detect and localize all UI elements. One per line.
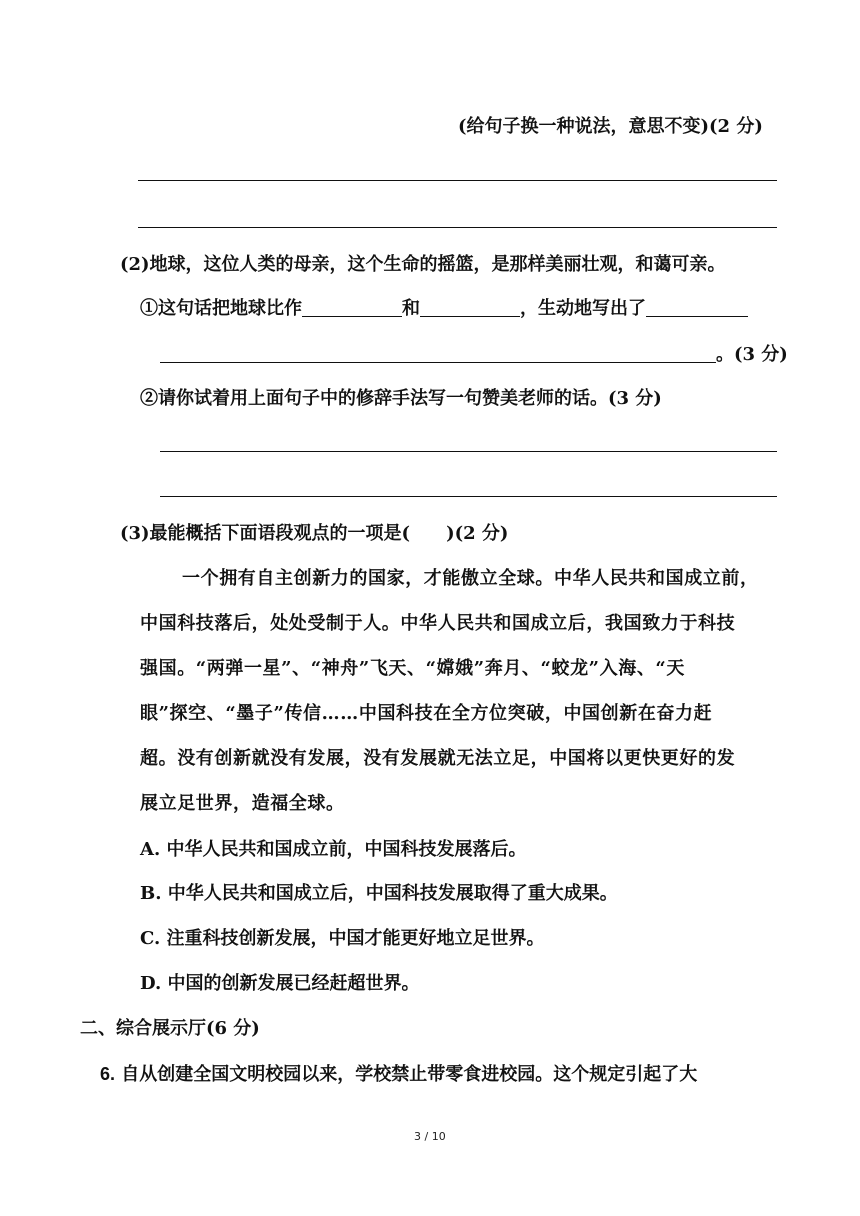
option-d: D. 中国的创新发展已经赶超世界。 <box>140 973 420 994</box>
question-2-sub1 <box>140 297 748 321</box>
question-2-sub2: ②请你试着用上面句子中的修辞手法写一句赞美老师的话。(3 分) <box>140 388 662 409</box>
answer-line <box>160 496 777 497</box>
passage-line: 展立足世界，造福全球。 <box>140 793 345 814</box>
sub1-and: 和 <box>402 298 420 319</box>
question-6-number: 6. <box>100 1064 116 1084</box>
answer-line <box>160 451 777 452</box>
fill-blank-4[interactable] <box>160 344 716 363</box>
fill-blank-3[interactable] <box>646 298 748 317</box>
option-a: A. 中华人民共和国成立前，中国科技发展落后。 <box>140 839 527 860</box>
passage-line: 一个拥有自主创新力的国家，才能傲立全球。中华人民共和国成立前， <box>182 568 759 589</box>
passage-line: 超。没有创新就没有发展，没有发展就无法立足，中国将以更快更好的发 <box>140 748 736 769</box>
question-6 <box>100 1062 697 1087</box>
answer-line <box>138 227 777 228</box>
question-2-sentence: (2)地球，这位人类的母亲，这个生命的摇篮，是那样美丽壮观，和蔼可亲。 <box>120 254 726 275</box>
fill-blank-2[interactable] <box>420 298 520 317</box>
question-2-sub1-cont <box>160 343 788 367</box>
fill-blank-1[interactable] <box>302 298 402 317</box>
option-b: B. 中华人民共和国成立后，中国科技发展取得了重大成果。 <box>140 883 618 904</box>
q1-instruction: (给句子换一种说法，意思不变)(2 分) <box>458 116 763 137</box>
passage-line: 中国科技落后，处处受制于人。中华人民共和国成立后，我国致力于科技 <box>140 613 736 634</box>
question-6-text: 自从创建全国文明校园以来，学校禁止带零食进校园。这个规定引起了大 <box>121 1064 698 1085</box>
sub1-mid: ，生动地写出了 <box>520 298 646 319</box>
answer-line <box>138 180 777 181</box>
page-number: 3 / 10 <box>414 1130 446 1143</box>
option-c: C. 注重科技创新发展，中国才能更好地立足世界。 <box>140 928 545 949</box>
passage-line: 强国。“两弹一星”、“神舟”飞天、“嫦娥”奔月、“蛟龙”入海、“天 <box>140 658 685 679</box>
sub1-end: 。(3 分) <box>716 344 788 365</box>
sub1-prefix: ①这句话把地球比作 <box>140 298 302 319</box>
passage-line: 眼”探空、“墨子”传信……中国科技在全方位突破，中国创新在奋力赶 <box>140 703 713 724</box>
question-3-stem: (3)最能概括下面语段观点的一项是( )(2 分) <box>120 523 509 544</box>
section-2-title: 二、综合展示厅(6 分) <box>80 1018 260 1039</box>
